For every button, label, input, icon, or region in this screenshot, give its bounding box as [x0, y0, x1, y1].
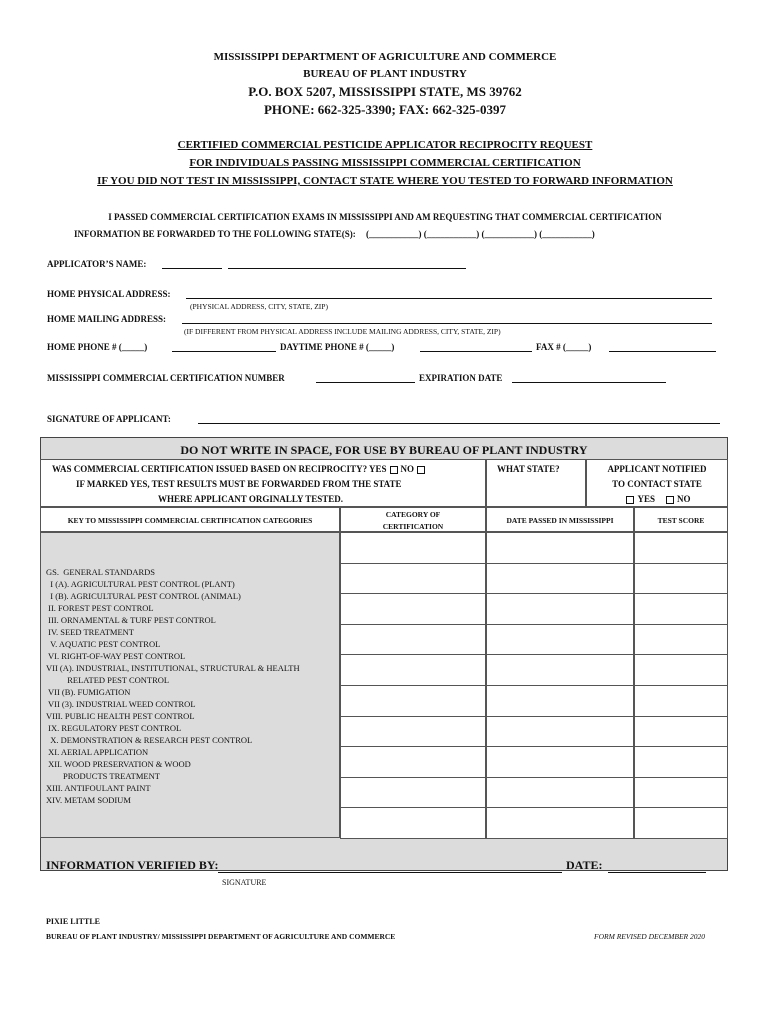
applicant-signature-field[interactable]: [198, 423, 720, 424]
category-item: VIII. PUBLIC HEALTH PEST CONTROL: [46, 711, 195, 721]
state-slots[interactable]: (___________) (___________) (___________) (___________): [365, 229, 595, 239]
category-cell[interactable]: [340, 807, 486, 839]
home-physical-label: HOME PHYSICAL ADDRESS:: [47, 289, 171, 299]
physical-address-hint: (PHYSICAL ADDRESS, CITY, STATE, ZIP): [190, 302, 328, 311]
category-cell[interactable]: [340, 532, 486, 564]
category-item: I (A). AGRICULTURAL PEST CONTROL (PLANT): [46, 579, 235, 589]
test-score-cell[interactable]: [634, 532, 728, 564]
test-score-cell[interactable]: [634, 777, 728, 809]
home-phone-label: HOME PHONE # (_____): [47, 342, 148, 352]
date-passed-cell[interactable]: [486, 746, 634, 778]
date-passed-cell[interactable]: [486, 624, 634, 656]
reciprocity-note-line2: WHERE APPLICANT ORGINALLY TESTED.: [158, 494, 344, 504]
applicant-name-field-b[interactable]: [228, 268, 466, 269]
test-score-cell[interactable]: [634, 716, 728, 748]
category-cell[interactable]: [340, 685, 486, 717]
reciprocity-question: WAS COMMERCIAL CERTIFICATION ISSUED BASED ON RECIPROCITY? YES NO: [52, 464, 428, 474]
request-label: INFORMATION BE FORWARDED TO THE FOLLOWING STATE(S):: [74, 229, 356, 239]
cert-number-label: MISSISSIPPI COMMERCIAL CERTIFICATION NUMBER: [47, 373, 285, 383]
request-text-line1: I PASSED COMMERCIAL CERTIFICATION EXAMS IN MISSISSIPPI AND AM REQUESTING THAT COMMERCIAL CERTIFICATION: [108, 212, 662, 222]
applicant-notified-line1: APPLICANT NOTIFIED: [607, 464, 707, 474]
test-score-cell[interactable]: [634, 685, 728, 717]
home-mailing-label: HOME MAILING ADDRESS:: [47, 314, 167, 324]
reciprocity-no-checkbox[interactable]: [417, 466, 425, 474]
category-cell[interactable]: [340, 624, 486, 656]
category-item: VII (A). INDUSTRIAL, INSTITUTIONAL, STRUCTURAL & HEALTH: [46, 663, 300, 673]
home-physical-field[interactable]: [186, 298, 712, 299]
category-item: XII. WOOD PRESERVATION & WOOD: [46, 759, 191, 769]
category-item: II. FOREST PEST CONTROL: [46, 603, 154, 613]
verify-date-label: DATE:: [566, 858, 603, 872]
test-score-cell[interactable]: [634, 746, 728, 778]
what-state-label: WHAT STATE?: [497, 464, 560, 474]
category-item: GS. GENERAL STANDARDS: [46, 567, 156, 577]
signature-label: SIGNATURE OF APPLICANT:: [47, 414, 171, 424]
category-item: I (B). AGRICULTURAL PEST CONTROL (ANIMAL): [46, 591, 241, 601]
agency-address: P.O. BOX 5207, MISSISSIPPI STATE, MS 39762: [248, 84, 522, 99]
verify-date-field[interactable]: [608, 872, 706, 873]
applicant-name-field-a[interactable]: [162, 268, 222, 269]
date-passed-cell[interactable]: [486, 563, 634, 595]
category-item: XIII. ANTIFOULANT PAINT: [46, 783, 151, 793]
verified-by-signature-field[interactable]: [218, 872, 562, 873]
test-score-cell[interactable]: [634, 593, 728, 625]
category-header-line1: CATEGORY OF: [385, 510, 441, 519]
reciprocity-yes-checkbox[interactable]: [390, 466, 398, 474]
category-item: III. ORNAMENTAL & TURF PEST CONTROL: [46, 615, 216, 625]
form-revision-date: FORM REVISED DECEMBER 2020: [594, 932, 706, 941]
date-passed-cell[interactable]: [486, 532, 634, 564]
category-cell[interactable]: [340, 563, 486, 595]
agency-name: MISSISSIPPI DEPARTMENT OF AGRICULTURE AND COMMERCE: [213, 51, 557, 63]
key-header: KEY TO MISSISSIPPI COMMERCIAL CERTIFICATION CATEGORIES: [67, 516, 313, 525]
category-cell[interactable]: [340, 746, 486, 778]
form-title-line3: IF YOU DID NOT TEST IN MISSISSIPPI, CONTACT STATE WHERE YOU TESTED TO FORWARD INFORMATION: [97, 175, 673, 187]
test-score-cell[interactable]: [634, 563, 728, 595]
date-passed-cell[interactable]: [486, 593, 634, 625]
notified-no-checkbox[interactable]: [666, 496, 674, 504]
expiration-field[interactable]: [512, 382, 666, 383]
daytime-phone-field[interactable]: [420, 351, 532, 352]
reciprocity-note-line1: IF MARKED YES, TEST RESULTS MUST BE FORWARDED FROM THE STATE: [76, 479, 402, 489]
cert-number-field[interactable]: [316, 382, 415, 383]
form-title-line1: CERTIFIED COMMERCIAL PESTICIDE APPLICATOR RECIPROCITY REQUEST: [177, 139, 593, 151]
date-passed-cell[interactable]: [486, 807, 634, 839]
date-passed-cell[interactable]: [486, 654, 634, 686]
test-score-cell[interactable]: [634, 654, 728, 686]
score-header: TEST SCORE: [657, 516, 705, 525]
category-item: VII (3). INDUSTRIAL WEED CONTROL: [46, 699, 196, 709]
category-item: PRODUCTS TREATMENT: [46, 771, 160, 781]
category-cell[interactable]: [340, 777, 486, 809]
date-passed-cell[interactable]: [486, 777, 634, 809]
category-item: VII (B). FUMIGATION: [46, 687, 131, 697]
request-text-line2: [74, 229, 595, 239]
form-title-line2: FOR INDIVIDUALS PASSING MISSISSIPPI COMMERCIAL CERTIFICATION: [189, 157, 581, 169]
category-item: XIV. METAM SODIUM: [46, 795, 131, 805]
applicant-name-label: APPLICATOR’S NAME:: [47, 259, 147, 269]
category-item: X. DEMONSTRATION & RESEARCH PEST CONTROL: [46, 735, 253, 745]
category-cell[interactable]: [340, 593, 486, 625]
category-item: IX. REGULATORY PEST CONTROL: [46, 723, 182, 733]
mailing-address-hint: (IF DIFFERENT FROM PHYSICAL ADDRESS INCLUDE MAILING ADDRESS, CITY, STATE, ZIP): [184, 327, 501, 336]
expiration-label: EXPIRATION DATE: [419, 373, 503, 383]
test-score-cell[interactable]: [634, 624, 728, 656]
home-mailing-field[interactable]: [182, 323, 712, 324]
office-use-banner: DO NOT WRITE IN SPACE, FOR USE BY BUREAU OF PLANT INDUSTRY: [180, 443, 588, 457]
notified-yes-checkbox[interactable]: [626, 496, 634, 504]
home-phone-field[interactable]: [172, 351, 276, 352]
category-cell[interactable]: [340, 654, 486, 686]
date-header: DATE PASSED IN MISSISSIPPI: [506, 516, 614, 525]
fax-field[interactable]: [609, 351, 716, 352]
category-cell[interactable]: [340, 716, 486, 748]
applicant-notified-options: YES NO: [586, 494, 728, 504]
fax-label: FAX # (_____): [536, 342, 592, 352]
category-item: IV. SEED TREATMENT: [46, 627, 134, 637]
footer-contact-name: PIXIE LITTLE: [46, 917, 101, 926]
daytime-phone-label: DAYTIME PHONE # (_____): [280, 342, 395, 352]
category-item: V. AQUATIC PEST CONTROL: [46, 639, 161, 649]
verified-by-label: INFORMATION VERIFIED BY:: [46, 858, 219, 872]
category-item: VI. RIGHT-OF-WAY PEST CONTROL: [46, 651, 186, 661]
bureau-name: BUREAU OF PLANT INDUSTRY: [303, 68, 467, 80]
signature-caption: SIGNATURE: [222, 878, 267, 887]
date-passed-cell[interactable]: [486, 685, 634, 717]
footer-organization: BUREAU OF PLANT INDUSTRY/ MISSISSIPPI DEPARTMENT OF AGRICULTURE AND COMMERCE: [46, 932, 396, 941]
category-item: XI. AERIAL APPLICATION: [46, 747, 149, 757]
agency-phone: PHONE: 662-325-3390; FAX: 662-325-0397: [263, 102, 507, 117]
category-header-line2: CERTIFICATION: [382, 522, 444, 531]
date-passed-cell[interactable]: [486, 716, 634, 748]
applicant-notified-line2: TO CONTACT STATE: [612, 479, 702, 489]
category-item: RELATED PEST CONTROL: [46, 675, 170, 685]
test-score-cell[interactable]: [634, 807, 728, 839]
